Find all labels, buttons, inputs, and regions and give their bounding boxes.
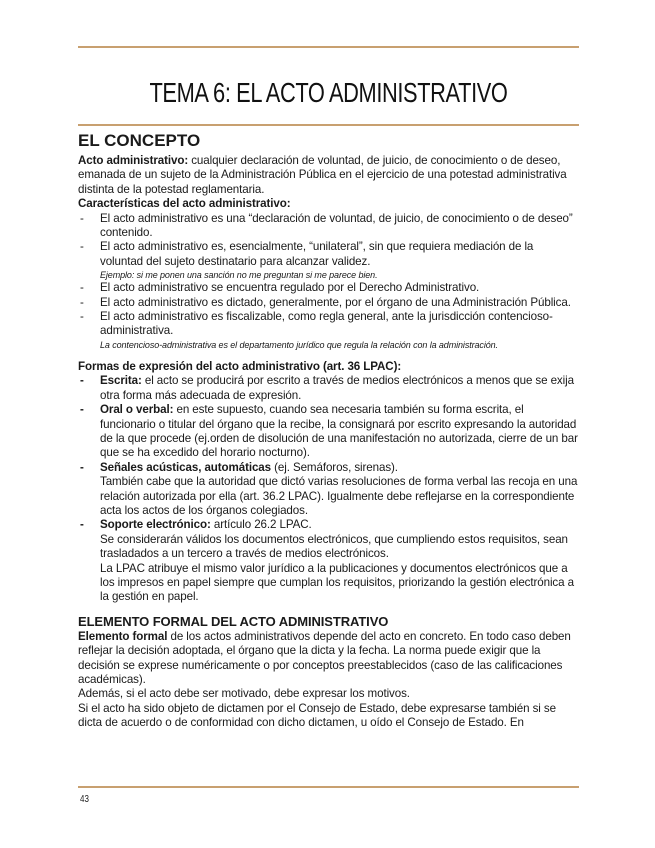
formal-paragraph: Elemento formal de los actos administrativos depende del acto en concreto. En todo caso deben reflejar la decisión adoptada, el órgano que la dicta y la fecha. La norma puede exigir que la decisión se exprese numéricamente o por conceptos preestablecidos (caso de las calificaciones académicas). — [78, 629, 571, 686]
list-item: - Escrita: el acto se producirá por escrito a través de medios electrónicos a menos que se exija otra forma más adecuada de expresión. — [80, 374, 574, 402]
section-heading-concepto: EL CONCEPTO — [78, 131, 201, 150]
title-rule — [78, 124, 579, 126]
list-item: - El acto administrativo es dictado, generalmente, por el órgano de una Administración Pública. — [80, 295, 571, 309]
definition-text: cualquier declaración de voluntad, de juicio, de conocimiento o de deseo, emanada de un sujeto de la Administración Pública en el ejercicio de una potestad administrativa distinta de la potestad reglamentaria. — [78, 154, 567, 196]
list-item: - Señales acústicas, automáticas (ej. Semáforos, sirenas). También cabe que la autoridad que dictó varias resoluciones de forma verbal las recoja en una relación autorizada por ella (art. 36.2 LPAC). Igualmente debe reflejarse en la correspondiente acta los actos de los órganos colegiados. — [80, 460, 578, 517]
example-note: La contencioso-administrativa es el departamento jurídico que regula la relación con la administración. — [100, 339, 498, 350]
list-item: - Oral o verbal: en este supuesto, cuando sea necesaria también su forma escrita, el funcionario o titular del órgano que la recibe, la consignará por escrito expresando la autoridad de la que procede (ej.orden de disolución de una manifestación no autorizada, cierre de un bar que se ha excedido del horario nocturno). — [80, 403, 578, 460]
forms-list — [78, 374, 579, 605]
page-title: TEMA 6: EL ACTO ADMINISTRATIVO — [149, 77, 508, 108]
characteristics-heading: Características del acto administrativo: — [78, 197, 291, 211]
formal-paragraph: Si el acto ha sido objeto de dictamen por el Consejo de Estado, debe expresarse también si se dicta de acuerdo o de conformidad con dicho dictamen, u oído el Consejo de Estado. En — [78, 701, 556, 730]
characteristics-list — [78, 212, 579, 351]
footer-rule — [78, 786, 579, 788]
example-note: Ejemplo: si me ponen una sanción no me preguntan si me parece bien. — [100, 270, 378, 281]
formal-paragraph: Además, si el acto debe ser motivado, debe expresar los motivos. — [78, 687, 410, 701]
forms-heading: Formas de expresión del acto administrativo (art. 36 LPAC): — [78, 359, 402, 373]
definition-term: Acto administrativo: — [78, 154, 189, 167]
definition-paragraph — [78, 154, 579, 197]
document-body — [78, 131, 579, 731]
section-heading-formal: ELEMENTO FORMAL DEL ACTO ADMINISTRATIVO — [78, 613, 389, 629]
list-item: - El acto administrativo se encuentra regulado por el Derecho Administrativo. — [80, 281, 480, 295]
list-item: - El acto administrativo es, esencialmente, “unilateral”, sin que requiera mediación de la voluntad del sujeto destinatario para alcanzar validez. Ejemplo: si me ponen una sanción no me preguntan si me parece bien. — [78, 240, 579, 281]
top-rule — [78, 46, 579, 48]
list-item: - El acto administrativo es fiscalizable, como regla general, ante la jurisdicción contencioso-administrativa. La contencioso-administrativa es el departamento jurídico que regula la relación con la administración. — [78, 310, 579, 351]
page-number: 43 — [80, 794, 89, 805]
list-item: - El acto administrativo es una “declaración de voluntad, de juicio, de conocimiento o de deseo” contenido. — [80, 211, 573, 240]
list-item: - Soporte electrónico: artículo 26.2 LPAC. Se considerarán válidos los documentos electrónicos, que cumpliendo estos requisitos, sean trasladados a un tercero a través de medios electrónicos. La LPAC atribuye el mismo valor jurídico a la publicaciones y documentos electrónicos que a los impresos en papel siempre que cumplan los requisitos, priorizando la gestión electrónica a la gestión en papel. — [80, 518, 574, 604]
